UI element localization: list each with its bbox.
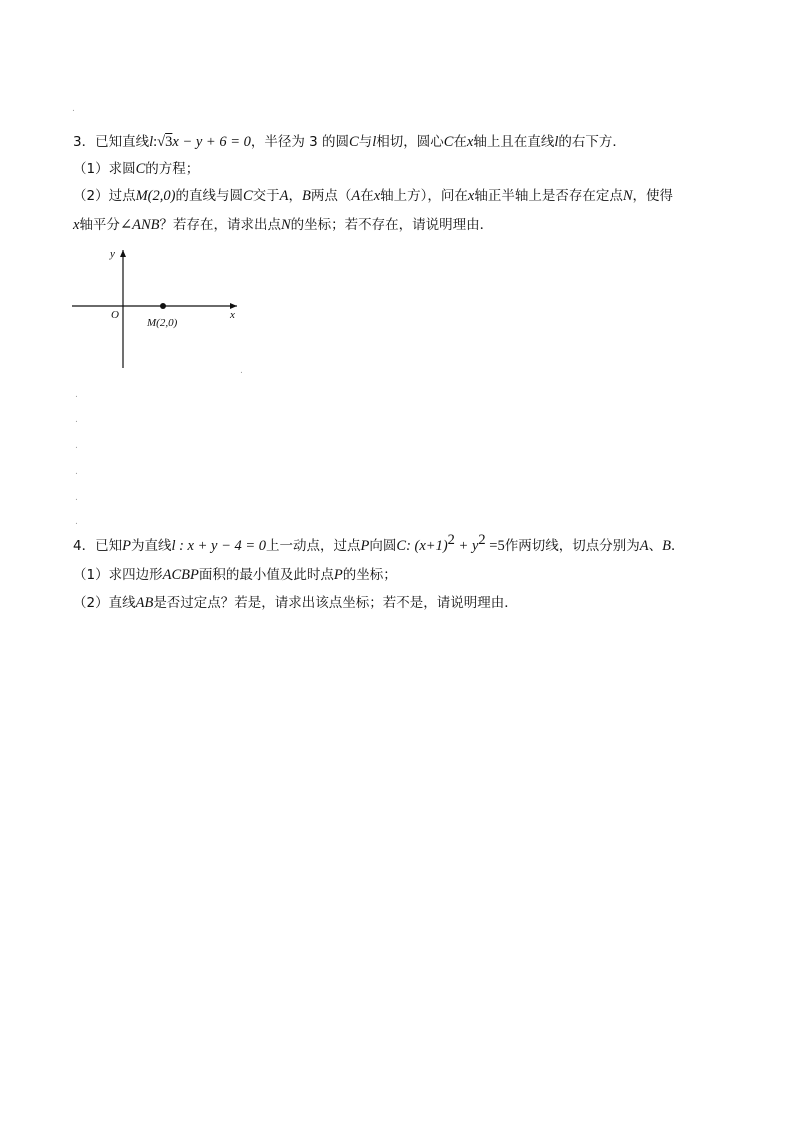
stray-mark: .	[75, 517, 78, 527]
problem-4-part-1: （1）求四边形ACBP面积的最小值及此时点P的坐标；	[73, 567, 397, 583]
stray-mark: .	[75, 467, 78, 477]
problem-4-statement: 4．已知P为直线l : x + y − 4 = 0上一动点，过点P向圆C: $(x+1)^2 + y^2 =5$作两切线，切点分别为A、B．	[73, 532, 685, 554]
problem-3-part-2: （2）过点M(2,0)的直线与圆C交于A，B两点（A在x轴上方），问在x轴正半轴上是否存在定点N，使得	[73, 188, 674, 204]
stray-mark: .	[75, 390, 78, 400]
problem-number: 3．	[73, 134, 96, 150]
y-axis-label: y	[110, 248, 115, 260]
stray-mark: .	[75, 493, 78, 503]
problem-4-part-2: （2）直线AB是否过定点？若是，请求出该点坐标；若不是，请说明理由．	[73, 595, 518, 611]
point-m-label: M(2,0)	[147, 317, 178, 329]
problem-3-part-1: （1）求圆C的方程；	[73, 161, 200, 177]
problem-3-part-2-continued: x轴平分∠ANB？若存在，请求出点N的坐标；若不存在，请说明理由．	[73, 217, 494, 233]
origin-label: O	[111, 309, 119, 321]
problem-number: 4．	[73, 538, 96, 554]
coordinate-axes-figure	[70, 245, 245, 375]
problem-3-statement: 3．已知直线l:√3x − y + 6 = 0，半径为 3 的圆C与l相切，圆心C在x轴上且在直线l的右下方．	[73, 134, 626, 150]
stray-mark: .	[72, 104, 75, 114]
stray-mark: .	[240, 366, 243, 376]
stray-mark: .	[75, 441, 78, 451]
x-axis-label: x	[230, 309, 235, 321]
stray-mark: .	[75, 415, 78, 425]
point-m	[160, 303, 166, 309]
